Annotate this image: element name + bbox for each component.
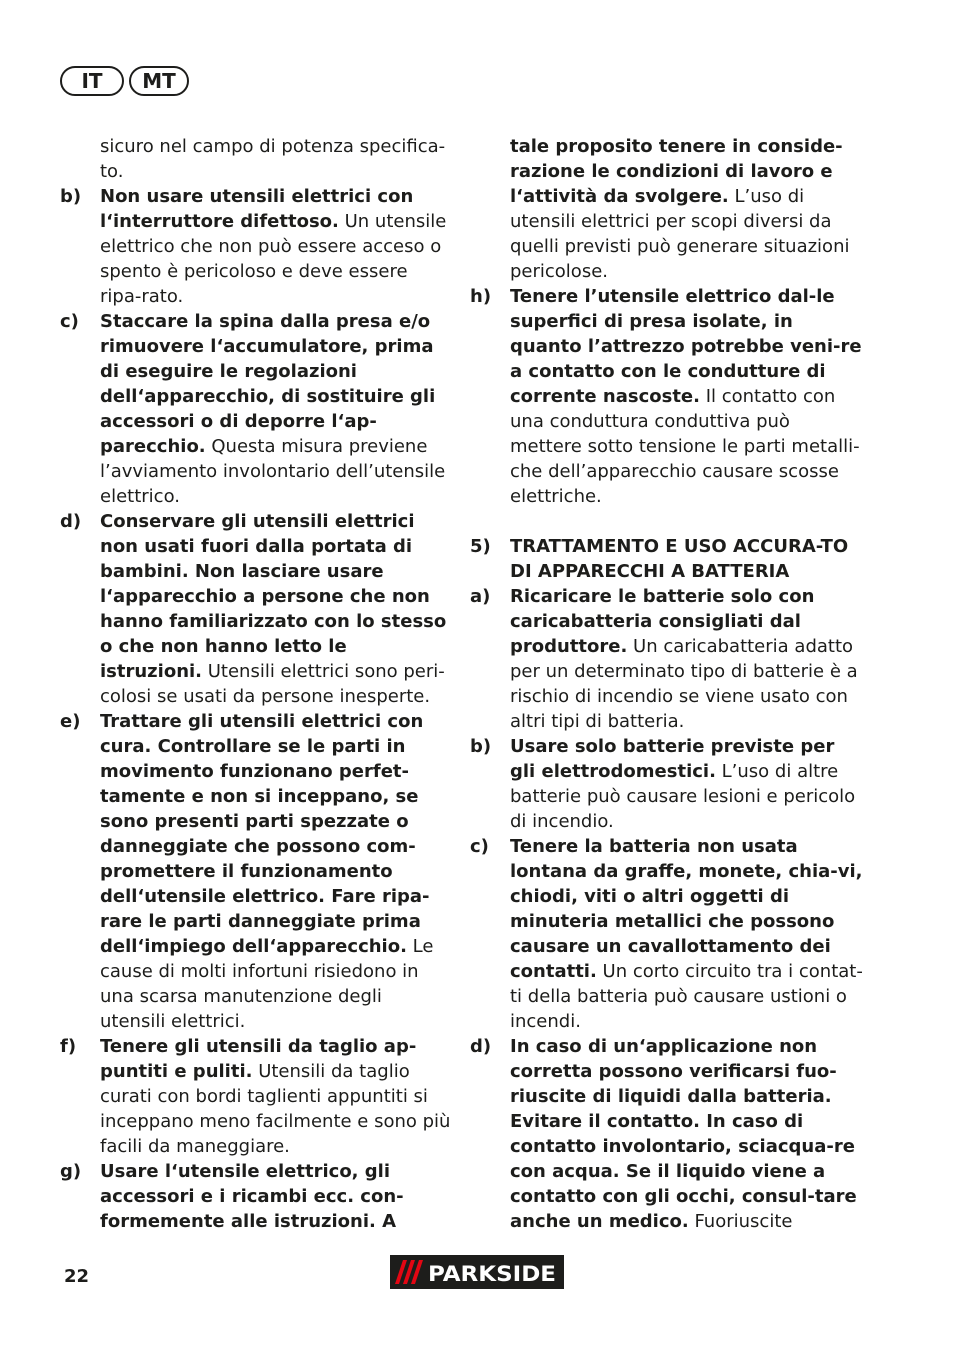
continued-text: L’uso di utensili elettrici per scopi diversi da quelli previsti può generare situazioni pericolose.: [510, 186, 850, 282]
item-text: L’uso di altre batterie può causare lesioni e pericolo di incendio.: [510, 761, 856, 832]
item-label: d): [60, 511, 82, 532]
item-label: a): [470, 586, 491, 607]
item-bold-text: Tenere la batteria non usata lontana da graffe, monete, chia-vi, chiodi, viti o altri oggetti di minuteria metallici che possono causare un cavallottamento dei contatti.: [510, 836, 863, 982]
right-column: [470, 134, 865, 1234]
item-label: b): [60, 186, 82, 207]
item-label: b): [470, 736, 492, 757]
item-text: Il contatto con una conduttura conduttiva può mettere sotto tensione le parti metalli-che dell’apparecchio causare scosse elettriche.: [510, 386, 860, 507]
item-text: Questa misura previene l’avviamento involontario dell’utensile elettrico.: [100, 436, 446, 507]
item-label: c): [470, 836, 489, 857]
item-bold-text: Tenere gli utensili da taglio ap-puntiti e puliti.: [100, 1036, 417, 1082]
item-bold-text: Non usare utensili elettrici con l‘interruttore difettoso.: [100, 186, 414, 232]
parkside-logo: [390, 1255, 564, 1289]
list-item: [470, 834, 865, 1034]
language-tab-it: IT: [60, 66, 124, 96]
list-item: [470, 584, 865, 734]
item-text: Utensili elettrici sono peri-colosi se usati da persone inesperte.: [100, 661, 445, 707]
list-item: [60, 184, 452, 309]
section-heading: [470, 534, 865, 584]
item-label: f): [60, 1036, 77, 1057]
list-item: [60, 309, 452, 509]
list-item: [60, 1034, 452, 1159]
item-label: e): [60, 711, 81, 732]
list-item: [60, 509, 452, 709]
item-bold-text: Tenere l’utensile elettrico dal-le superfici di presa isolate, in quanto l’attrezzo potrebbe veni-re a contatto con le condutture di corrente nascoste.: [510, 286, 862, 407]
brand-name: PARKSIDE: [428, 1262, 556, 1286]
item-label: g): [60, 1161, 82, 1182]
item-text: Le cause di molti infortuni risiedono in una scarsa manutenzione degli utensili elettrici.: [100, 936, 434, 1032]
item-bold-text: Ricaricare le batterie solo con caricabatteria consigliati dal produttore.: [510, 586, 815, 657]
left-column: [60, 134, 452, 1234]
item-text: Un utensile elettrico che non può essere acceso o spento è pericoloso e deve essere ripa-rato.: [100, 211, 447, 307]
list-item: [60, 709, 452, 1034]
item-bold-text: In caso di un‘applicazione non corretta possono verificarsi fuo-riuscite di liquidi dalla batteria. Evitare il contatto. In caso di contatto involontario, sciacqua-re con acqua. Se il liquido viene a contatto con gli occhi, consul-tare anche un medico.: [510, 1036, 857, 1232]
item-text: Utensili da taglio curati con bordi taglienti appuntiti si inceppano meno facilmente e sono più facili da maneggiare.: [100, 1061, 451, 1157]
list-item: [60, 1159, 452, 1234]
item-bold-text: Usare solo batterie previste per gli elettrodomestici.: [510, 736, 835, 782]
section-number: 5): [470, 536, 491, 557]
item-bold-text: Usare l‘utensile elettrico, gli accessori e i ricambi ecc. con-formemente alle istruzioni. A: [100, 1161, 404, 1232]
language-tab-mt: MT: [129, 66, 189, 96]
continued-bold-text: tale proposito tenere in conside-razione le condizioni di lavoro e l‘attività da svolgere.: [510, 136, 843, 207]
item-label: c): [60, 311, 79, 332]
list-item: [470, 284, 865, 509]
item-text: Un caricabatteria adatto per un determinato tipo di batterie è a rischio di incendio se viene usato con altri tipi di batteria.: [510, 636, 858, 732]
continued-paragraph: sicuro nel campo di potenza specifica-to.: [100, 136, 446, 182]
item-text: Un corto circuito tra i contat-ti della batteria può causare ustioni o incendi.: [510, 961, 863, 1032]
item-bold-text: Staccare la spina dalla presa e/o rimuovere l‘accumulatore, prima di eseguire le regolazioni dell‘apparecchio, di sostituire gli accessori o di deporre l‘ap-parecchio.: [100, 311, 436, 457]
section-title: TRATTAMENTO E USO ACCURA-TO DI APPARECCHI A BATTERIA: [510, 536, 849, 582]
list-item: [470, 734, 865, 834]
continued-paragraph: [470, 134, 865, 284]
list-item: [470, 1034, 865, 1234]
item-bold-text: Trattare gli utensili elettrici con cura. Controllare se le parti in movimento funzionano perfet-tamente e non si inceppano, se sono presenti parti spezzate o danneggiate che possono com-promettere il funzionamento dell‘utensile elettrico. Fare ripa-rare le parti danneggiate prima dell‘impiego dell‘apparecchio.: [100, 711, 430, 957]
page-number: 22: [64, 1266, 90, 1287]
item-bold-text: Conservare gli utensili elettrici non usati fuori dalla portata di bambini. Non lasciare usare l‘apparecchio a persone che non hanno familiarizzato con lo stesso o che non hanno letto le istruzioni.: [100, 511, 447, 682]
item-label: d): [470, 1036, 492, 1057]
item-label: h): [470, 286, 492, 307]
item-text: Fuoriuscite: [688, 1211, 793, 1232]
